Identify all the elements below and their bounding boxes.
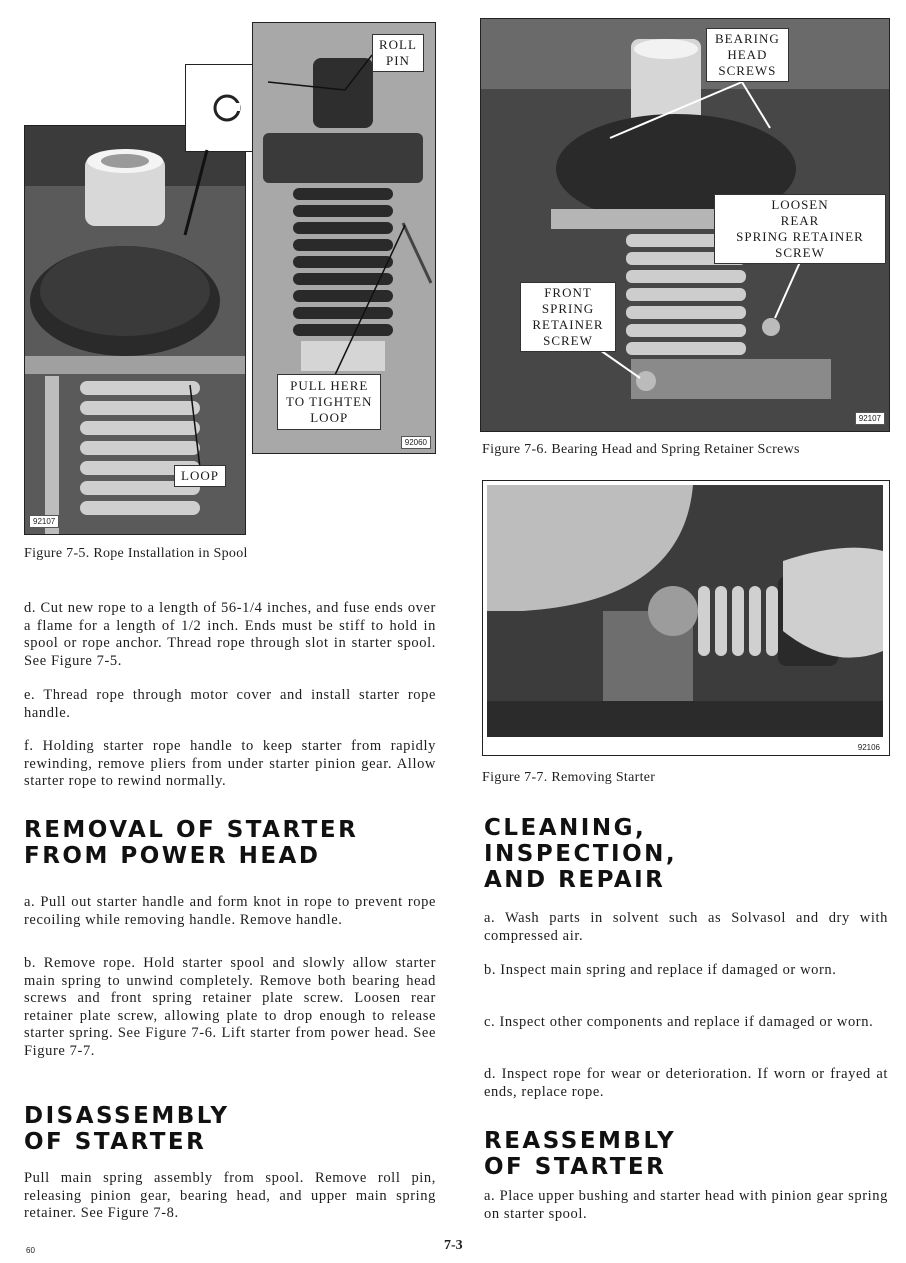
reassembly-of-starter-heading: REASSEMBLY OF STARTER xyxy=(484,1128,677,1180)
photo-id-label: 92106 xyxy=(855,742,883,753)
rope-cut-paragraph: d. Cut new rope to a length of 56-1/4 inches, and fuse ends over a flame for a length of 1/2 inch. Ends must be stiff to hold in spool or rope anchor. Thread rope through slot in starter spool. See Figure 7-5. xyxy=(24,600,436,669)
figure-7-7-photo xyxy=(482,480,890,756)
front-spring-retainer-callout: FRONT SPRING RETAINER SCREW xyxy=(520,282,616,352)
cleaning-step-d: d. Inspect rope for wear or deterioration. If worn or frayed at ends, replace rope. xyxy=(484,1066,888,1100)
figure-7-6-caption: Figure 7-6. Bearing Head and Spring Retainer Screws xyxy=(482,442,800,457)
disassembly-paragraph: Pull main spring assembly from spool. Remove roll pin, releasing pinion gear, bearing head, and upper main spring retainer. See Figure 7-8. xyxy=(24,1170,436,1222)
figure-7-5-caption: Figure 7-5. Rope Installation in Spool xyxy=(24,546,248,561)
holding-rope-paragraph: f. Holding starter rope handle to keep starter from rapidly rewinding, remove pliers from under starter pinion gear. Allow starter rope to rewind normally. xyxy=(24,738,436,790)
roll-pin-callout: ROLL PIN xyxy=(372,34,424,72)
bearing-head-screws-callout: BEARING HEAD SCREWS xyxy=(706,28,789,82)
pull-here-callout: PULL HERE TO TIGHTEN LOOP xyxy=(277,374,381,430)
removal-step-a: a. Pull out starter handle and form knot in rope to prevent rope recoiling while removing handle. Remove handle. xyxy=(24,894,436,928)
loosen-rear-spring-retainer-callout: LOOSEN REAR SPRING RETAINER SCREW xyxy=(714,194,886,264)
cleaning-step-b: b. Inspect main spring and replace if damaged or worn. xyxy=(484,962,837,978)
figure-7-7-caption: Figure 7-7. Removing Starter xyxy=(482,770,656,785)
cleaning-inspection-repair-heading: CLEANING, INSPECTION, AND REPAIR xyxy=(484,815,678,893)
removal-of-starter-heading: REMOVAL OF STARTER FROM POWER HEAD xyxy=(24,817,359,869)
page-number: 7-3 xyxy=(444,1238,463,1253)
removing-starter-illustration xyxy=(483,481,889,755)
photo-id-label: 92107 xyxy=(855,412,885,425)
loop-callout: LOOP xyxy=(174,465,226,487)
cleaning-step-a: a. Wash parts in solvent such as Solvasol and dry with compressed air. xyxy=(484,910,888,944)
photo-id-label: 92107 xyxy=(29,515,59,528)
disassembly-of-starter-heading: DISASSEMBLY OF STARTER xyxy=(24,1103,230,1155)
thread-rope-paragraph: e. Thread rope through motor cover and install starter rope handle. xyxy=(24,687,436,721)
removal-step-b: b. Remove rope. Hold starter spool and slowly allow starter main spring to unwind completely. Remove both bearing head screws and front spring retainer plate screw. Loosen rear retainer plate screw, allowing plate to drop enough to release starter spring. See Figure 7-6. Lift starter from power head. See Figure 7-7. xyxy=(24,955,436,1059)
cleaning-step-c: c. Inspect other components and replace if damaged or worn. xyxy=(484,1014,874,1030)
photo-id-label: 92060 xyxy=(401,436,431,449)
reassembly-step-a: a. Place upper bushing and starter head with pinion gear spring on starter spool. xyxy=(484,1188,888,1222)
print-code: 60 xyxy=(26,1246,35,1255)
